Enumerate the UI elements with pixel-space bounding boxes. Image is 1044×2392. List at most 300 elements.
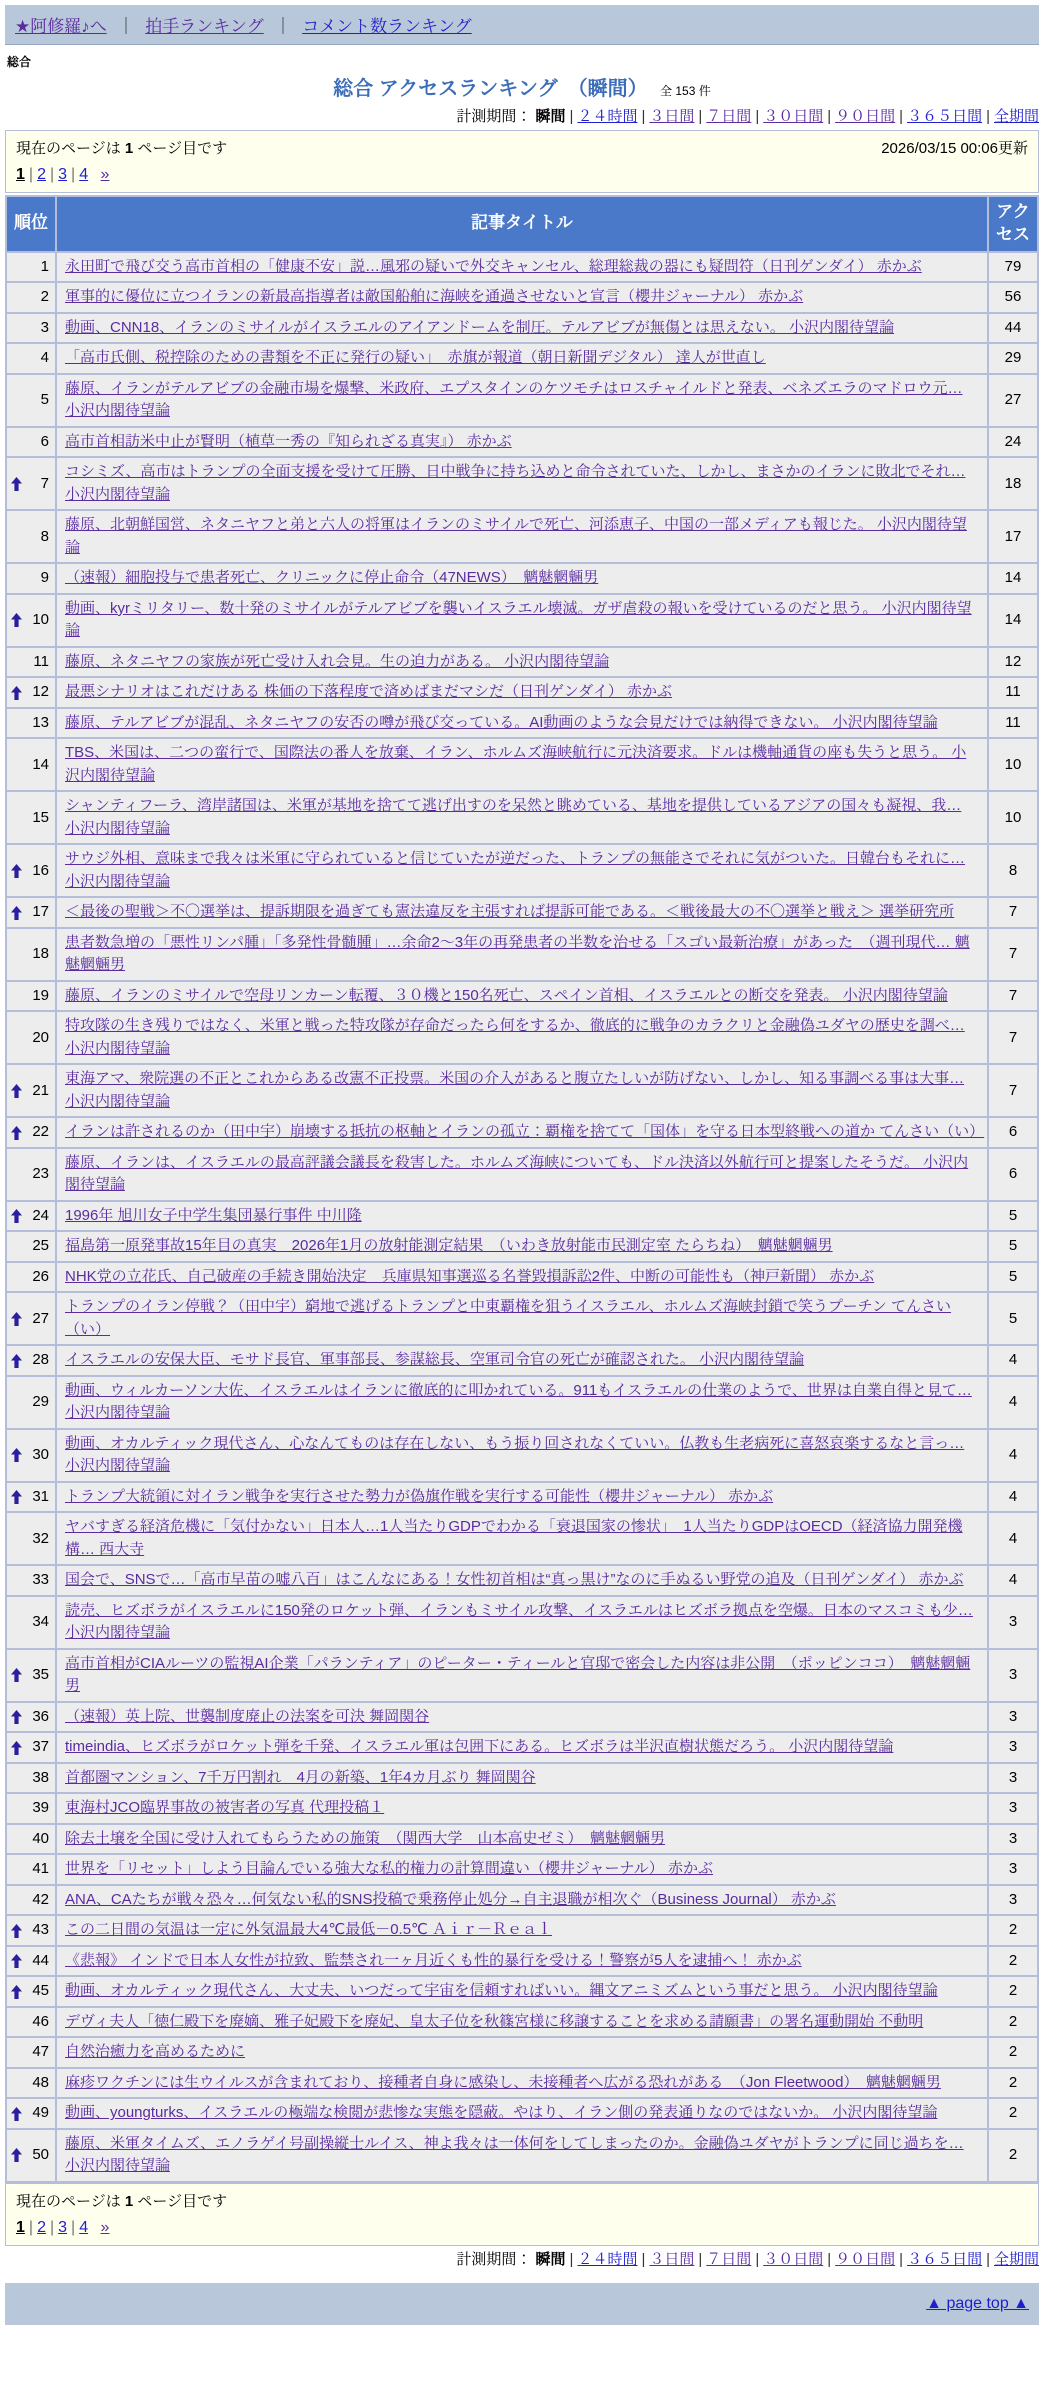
period-separator: | [899,2250,904,2268]
period-option-link[interactable]: 全期間 [993,2250,1039,2268]
article-link[interactable]: 藤原、テルアビブが混乱、ネタニヤフの安否の噂が飛び交っている。AI動画のような会見だけでは納得できない。 小沢内閣待望論 [65,713,938,731]
rank-cell [7,739,55,790]
title-cell [57,1764,987,1793]
rank-cell [7,1065,55,1116]
period-option-link[interactable]: ３日間 [649,108,695,125]
rank-number: 6 [40,432,49,450]
title-cell [57,1513,987,1564]
rank-number: 29 [32,1393,49,1411]
access-count: 27 [989,375,1037,426]
table-row [7,564,1037,593]
access-count: 3 [989,1650,1037,1701]
article-link[interactable]: 動画、ウィルカーソン大佐、イスラエルはイランに徹底的に叩かれている。911もイスラエルの仕業のようで、世界は自業自得と見て… 小沢内閣待望論 [65,1381,972,1422]
rank-cell [7,1650,55,1701]
rank-number: 18 [32,945,49,963]
title-cell [57,2038,987,2067]
table-row [7,1977,1037,2006]
up-arrow-icon [11,1668,22,1682]
current-page-number: 1 [124,2192,134,2210]
article-link[interactable]: 麻疹ワクチンには生ウイルスが含まれており、接種者自身に感染し、未接種者へ広がる恐れがある （Jon Fleetwood） 魑魅魍魎男 [65,2073,941,2091]
rank-cell [7,458,55,509]
rank-number: 20 [32,1028,49,1046]
table-row [7,1947,1037,1976]
title-line [5,72,1039,101]
rank-number: 46 [32,2012,49,2030]
article-link[interactable]: デヴィ夫人「徳仁殿下を廃嫡、雅子妃殿下を廃妃、皇太子位を秋篠宮様に移譲することを求める請願書」の署名運動開始 不動明 [65,2012,924,2030]
article-link[interactable]: 患者数急増の「悪性リンパ腫」「多発性骨髄腫」…余命2～3年の再発患者の半数を治せる「スゴい最新治療」があった （週刊現代… 魑魅魍魎男 [65,933,970,974]
title-cell [57,709,987,738]
table-row [7,1794,1037,1823]
title-cell [57,1977,987,2006]
rank-number: 38 [32,1768,49,1786]
article-link[interactable]: 東海アマ、衆院選の不正とこれからある改憲不正投票。米国の介入があると腹立たしいが防げない、しかし、知る事調べる事は大事… 小沢内閣待望論 [65,1070,965,1110]
table-row [7,1886,1037,1915]
top-nav-bar [5,5,1039,45]
rank-cell [7,1855,55,1884]
article-link[interactable]: イランは許されるのか（田中宇）崩壊する抵抗の枢軸とイランの孤立：覇権を捨てて「国体」を守る日本型終戦への道か てんさい（い） [65,1123,985,1141]
article-link[interactable]: 藤原、イランのミサイルで空母リンカーン転覆、３０機と150名死亡、スペイン首相、イスラエルとの断交を発表。 小沢内閣待望論 [65,986,948,1004]
period-separator: | [899,108,904,125]
period-option-link[interactable]: 全期間 [993,108,1039,125]
access-count: 7 [989,982,1037,1011]
title-cell [57,283,987,312]
article-link[interactable]: 《悲報》 インドで日本人女性が拉致、監禁され一ヶ月近くも性的暴行を受ける！警察が5人を逮捕へ！ 赤かぶ [65,1951,802,1969]
page-info-box-bottom [5,2183,1039,2246]
period-separator: | [755,108,760,125]
page-number-link[interactable]: 4 [79,2218,89,2236]
table-row [7,739,1037,790]
period-separator: | [641,108,646,125]
rank-number: 10 [32,611,49,629]
title-cell [57,845,987,896]
access-count: 7 [989,898,1037,927]
page-next-link[interactable]: » [100,166,110,183]
rank-number: 47 [32,2043,49,2061]
article-link[interactable]: 国会で、SNSで…「高市早苗の嘘八百」はこんなにある！女性初首相は“真っ黒け”なのに手ぬるい野党の追及（日刊ゲンダイ） 赤かぶ [65,1571,964,1589]
table-row [7,1566,1037,1595]
table-row [7,344,1037,373]
article-link[interactable]: 特攻隊の生き残りではなく、米軍と戦った特攻隊が存命だったら何をするか、徹底的に戦争のカラクリと金融偽ユダヤの歴史を調べ… 小沢内閣待望論 [65,1017,965,1057]
access-count: 2 [989,2038,1037,2067]
rank-cell [7,1202,55,1231]
article-link[interactable]: コシミズ、高市はトランプの全面支援を受けて圧勝、日中戦争に持ち込めと命令されていた、しかし、まさかのイランに敗北でそれ… 小沢内閣待望論 [65,463,966,503]
page-number-current[interactable]: 1 [16,2218,25,2236]
title-cell [57,1733,987,1762]
pagination-separator: | [71,166,76,183]
title-cell [57,1650,987,1701]
period-label: 計測期間： [456,2250,532,2268]
article-link[interactable]: （速報）細胞投与で患者死亡、クリニックに停止命令（47NEWS） 魑魅魍魎男 [65,569,599,587]
access-count: 5 [989,1263,1037,1292]
rank-cell [7,1263,55,1292]
period-separator: | [827,2250,832,2268]
rank-number: 23 [32,1165,49,1183]
rank-cell [7,314,55,343]
rank-cell [7,595,55,646]
title-cell [57,739,987,790]
rank-cell [7,1566,55,1595]
page-number-link[interactable]: 3 [58,166,68,183]
rank-number: 16 [32,861,49,879]
table-row [7,2008,1037,2037]
article-link[interactable]: 最悪シナリオはこれだけある 株価の下落程度で済めばまだマシだ（日刊ゲンダイ） 赤かぶ [65,683,672,701]
rank-cell [7,678,55,707]
table-row [7,2099,1037,2128]
access-count: 7 [989,1012,1037,1063]
table-row [7,1346,1037,1375]
table-row [7,1597,1037,1648]
up-arrow-icon [11,1490,22,1504]
period-option-link[interactable]: ９０日間 [835,2250,896,2268]
rank-number: 2 [40,288,49,306]
title-cell [57,1825,987,1854]
article-link[interactable]: ANA、CAたちが戦々恐々…何気ない私的SNS投稿で乗務停止処分→自主退職が相次ぐ（Business Journal） 赤かぶ [65,1890,836,1908]
access-count: 11 [989,678,1037,707]
nav-link-clap-ranking[interactable]: 拍手ランキング [145,17,264,36]
rank-cell [7,2038,55,2067]
article-link[interactable]: 藤原、イランは、イスラエルの最高評議会議長を殺害した。ホルムズ海峡についても、ドル決済以外航行可と提案したそうだ。 小沢内閣待望論 [65,1153,969,1194]
access-count: 14 [989,595,1037,646]
period-options [566,2251,1039,2268]
access-count: 4 [989,1430,1037,1481]
rank-cell [7,1346,55,1375]
access-count: 3 [989,1733,1037,1762]
table-row [7,511,1037,562]
article-link[interactable]: 動画、オカルティック現代さん、心なんてものは存在しない、もう振り回されなくていい。仏教も生老病死に喜怒哀楽するなと言っ… 小沢内閣待望論 [65,1434,965,1475]
table-row [7,845,1037,896]
period-selector-top [5,105,1039,126]
table-row [7,314,1037,343]
article-link[interactable]: トランプのイラン停戦？（田中宇）窮地で逃げるトランプと中東覇権を狙うイスラエル、ホルムズ海峡封鎖で笑うプーチン てんさい（い） [65,1298,952,1338]
rank-number: 34 [32,1613,49,1631]
article-link[interactable]: 藤原、ネタニヤフの家族が死亡受け入れ会見。生の迫力がある。 小沢内閣待望論 [65,652,610,670]
access-count: 2 [989,1916,1037,1945]
current-page-text: 現在のページは 1 ページ目です [16,140,228,157]
access-count: 4 [989,1483,1037,1512]
article-link[interactable]: 軍事的に優位に立つイランの新最高指導者は敵国船舶に海峡を通過させないと宣言（櫻井ジャーナル） 赤かぶ [65,288,804,306]
access-count: 2 [989,1947,1037,1976]
table-row [7,1733,1037,1762]
table-row [7,648,1037,677]
access-count: 7 [989,929,1037,980]
title-cell [57,1012,987,1063]
access-count: 6 [989,1118,1037,1147]
page-number-link[interactable]: 2 [37,2218,46,2236]
title-cell [57,1703,987,1732]
article-link[interactable]: 読売、ヒズボラがイスラエルに150発のロケット弾、イランもミサイル攻撃、イスラエルはヒズボラ拠点を空爆。日本のマスコミも少… 小沢内閣待望論 [65,1601,973,1642]
rank-cell [7,2099,55,2128]
page-number-link[interactable]: 4 [79,166,89,183]
nav-link-home[interactable]: ★阿修羅♪へ [15,17,107,36]
title-cell [57,1430,987,1481]
article-link[interactable]: イスラエルの安保大臣、モサド長官、軍事部長、参謀総長、空軍司令官の死亡が確認された。 小沢内閣待望論 [65,1351,805,1369]
access-count: 4 [989,1513,1037,1564]
updated-timestamp: 2026/03/15 00:06更新 [881,140,1028,157]
rank-number: 1 [40,257,49,275]
pagination-separator: | [49,2218,55,2236]
title-cell [57,314,987,343]
title-cell [57,1794,987,1823]
period-separator: | [755,2250,760,2268]
up-arrow-icon [11,1924,22,1938]
article-link[interactable]: 首都圏マンション、7千万円割れ 4月の新築、1年4カ月ぶり 舞岡関谷 [65,1768,536,1786]
title-cell [57,1149,987,1200]
rank-cell [7,2130,55,2181]
period-option-link[interactable]: ３６５日間 [907,108,983,125]
table-row [7,709,1037,738]
access-count: 3 [989,1886,1037,1915]
rank-number: 4 [40,349,49,367]
rank-cell [7,1377,55,1428]
title-cell [57,1118,987,1147]
pagination-separator: | [49,166,55,183]
period-option-link[interactable]: ３０日間 [763,2250,824,2268]
table-header-row [7,197,1037,251]
article-link[interactable]: TBS、米国は、二つの蛮行で、国際法の番人を放棄、イラン、ホルムズ海峡航行に元決済要求。ドルは機軸通貨の座も失うと思う。 小沢内閣待望論 [65,744,967,784]
table-row [7,929,1037,980]
page-top-link[interactable]: ▲ page top ▲ [926,2294,1029,2312]
total-count: 全 153 件 [660,84,711,98]
nav-separator: ｜ [117,17,135,36]
col-header-access: アクセス [989,197,1037,251]
ranking-rows [7,253,1037,2181]
period-separator: | [986,108,990,125]
period-option-link[interactable]: ３６５日間 [907,2250,983,2268]
article-link[interactable]: 動画、オカルティック現代さん、大丈夫、いつだって宇宙を信頼すればいい。縄文アニミズムという事だと思う。 小沢内閣待望論 [65,1982,938,2000]
rank-number: 30 [32,1446,49,1464]
pagination [16,166,1028,184]
article-link[interactable]: 除去土壌を全国に受け入れてもらうための施策 （関西大学 山本高史ゼミ） 魑魅魍魎男 [65,1829,666,1847]
period-option-link[interactable]: ２４時間 [577,2250,638,2268]
article-link[interactable]: 動画、kyrミリタリー、数十発のミサイルがテルアビブを襲いイスラエル壊滅。ガザ虐殺の報いを受けているのだと思う。 小沢内閣待望論 [65,599,972,640]
rank-cell [7,898,55,927]
access-count: 3 [989,1855,1037,1884]
title-cell [57,982,987,1011]
rank-cell [7,1977,55,2006]
current-page-number: 1 [124,140,134,157]
table-row [7,1703,1037,1732]
access-count: 29 [989,344,1037,373]
period-separator: | [641,2250,646,2268]
rank-number: 31 [32,1487,49,1505]
rank-cell [7,1947,55,1976]
rank-cell [7,929,55,980]
rank-cell [7,511,55,562]
article-link[interactable]: timeindia、ヒズボラがロケット弾を千発、イスラエル軍は包囲下にある。ヒズボラは半沢直樹状態だろう。 小沢内閣待望論 [65,1738,894,1756]
page-info-box-top [5,130,1039,193]
table-row [7,1825,1037,1854]
article-link[interactable]: この二日間の気温は一定に外気温最大4℃最低－0.5℃ Ａｉｒ－Ｒｅａｌ [65,1921,553,1939]
rank-cell [7,1293,55,1344]
title-cell [57,1916,987,1945]
period-option-link[interactable]: ２４時間 [577,108,638,125]
access-count: 11 [989,709,1037,738]
table-row [7,1118,1037,1147]
up-arrow-icon [11,686,22,700]
title-cell [57,375,987,426]
rank-number: 7 [40,474,49,492]
period-separator: | [569,2250,574,2268]
access-count: 4 [989,1566,1037,1595]
rank-cell [7,253,55,282]
page-top-bar [5,2283,1039,2325]
access-count: 14 [989,564,1037,593]
rank-cell [7,2069,55,2098]
period-label: 計測期間： [456,108,532,125]
rank-cell [7,1012,55,1063]
rank-number: 21 [32,1081,49,1099]
up-arrow-icon [11,2148,22,2162]
period-option-link[interactable]: ３日間 [649,2250,695,2268]
rank-number: 12 [32,683,49,701]
pagination [16,2219,1028,2237]
table-row [7,2038,1037,2067]
table-row [7,1232,1037,1261]
title-cell [57,678,987,707]
title-cell [57,458,987,509]
access-count: 3 [989,1597,1037,1648]
article-link[interactable]: NHK党の立花氏、自己破産の手続き開始決定 兵庫県知事選巡る名誉毀損訴訟2件、中断の可能性も（神戸新聞） 赤かぶ [65,1267,875,1285]
access-count: 5 [989,1293,1037,1344]
table-row [7,1149,1037,1200]
table-row [7,595,1037,646]
access-count: 2 [989,2130,1037,2181]
rank-number: 37 [32,1738,49,1756]
page-number-current[interactable]: 1 [16,166,25,183]
up-arrow-icon [11,906,22,920]
page-title: 総合 アクセスランキング （瞬間） [333,78,648,100]
article-link[interactable]: 高市首相訪米中止が賢明（植草一秀の『知られざる真実』） 赤かぶ [65,432,512,450]
article-link[interactable]: ＜最後の聖戦＞不〇選挙は、提訴期限を過ぎても憲法違反を主張すれば提訴可能である。＜戦後最大の不〇選挙と戦え＞ 選挙研究所 [65,903,955,921]
bottom-spacer [5,2325,1039,2351]
title-cell [57,1855,987,1884]
rank-number: 14 [32,755,49,773]
rank-number: 42 [32,1890,49,1908]
article-link[interactable]: 永田町で飛び交う高市首相の「健康不安」説…風邪の疑いで外交キャンセル、総理総裁の器にも疑問符（日刊ゲンダイ） 赤かぶ [65,257,922,275]
title-cell [57,2069,987,2098]
title-cell [57,898,987,927]
access-count: 7 [989,1065,1037,1116]
article-link[interactable]: 自然治癒力を高めるために [65,2043,246,2061]
rank-number: 28 [32,1351,49,1369]
access-count: 5 [989,1232,1037,1261]
access-count: 17 [989,511,1037,562]
rank-number: 48 [32,2073,49,2091]
access-count: 3 [989,1764,1037,1793]
article-link[interactable]: 藤原、北朝鮮国営、ネタニヤフと弟と六人の将軍はイランのミサイルで死亡、河添恵子、中国の一部メディアも報じた。 小沢内閣待望論 [65,516,967,556]
pagination-separator: | [28,2218,34,2236]
article-link[interactable]: トランプ大統領に対イラン戦争を実行させた勢力が偽旗作戦を実行する可能性（櫻井ジャーナル） 赤かぶ [65,1487,774,1505]
table-row [7,283,1037,312]
access-count: 2 [989,2099,1037,2128]
table-row [7,1483,1037,1512]
article-link[interactable]: 高市首相がCIAルーツの監視AI企業「パランティア」のピーター・ティールと官邸で密会した内容は非公開 （ポッピンココ） 魑魅魍魎男 [65,1654,971,1695]
table-row [7,982,1037,1011]
article-link[interactable]: 東海村JCO臨界事故の被害者の写真 代理投稿１ [65,1799,385,1817]
page-next-link[interactable]: » [100,2218,110,2236]
title-cell [57,253,987,282]
access-count: 8 [989,845,1037,896]
article-link[interactable]: （速報）英上院、世襲制度廃止の法案を可決 舞岡関谷 [65,1707,430,1725]
rank-cell [7,1597,55,1648]
rank-cell [7,428,55,457]
period-option-link[interactable]: ７日間 [706,108,752,125]
title-cell [57,1947,987,1976]
table-row [7,898,1037,927]
rank-number: 45 [32,1982,49,2000]
article-link[interactable]: 藤原、イランがテルアビブの金融市場を爆撃、米政府、エプスタインのケツモチはロスチャイルドと発表、ベネズエラのマドロウ元… 小沢内閣待望論 [65,379,963,420]
up-arrow-icon [11,1741,22,1755]
title-cell [57,1232,987,1261]
rank-number: 13 [32,713,49,731]
col-header-rank: 順位 [7,197,55,251]
article-link[interactable]: 動画、CNN18、イランのミサイルがイスラエルのアイアンドームを制圧。テルアビブが無傷とは思えない。 小沢内閣待望論 [65,318,895,336]
article-link[interactable]: 世界を「リセット」しよう目論んでいる強大な私的権力の計算間違い（櫻井ジャーナル） 赤かぶ [65,1860,713,1878]
article-link[interactable]: サウジ外相、意味まで我々は米軍に守られていると信じていたが逆だった、トランプの無能さでそれに気がついた。日韓台もそれに… 小沢内閣待望論 [65,850,966,890]
article-link[interactable]: シャンティフーラ、湾岸諸国は、米軍が基地を捨てて逃げ出すのを呆然と眺めている、基地を提供しているアジアの国々も凝視、我… 小沢内閣待望論 [65,797,962,837]
access-count: 10 [989,792,1037,843]
rank-cell [7,1733,55,1762]
title-cell [57,1346,987,1375]
up-arrow-icon [11,1354,22,1368]
rank-cell [7,344,55,373]
access-count: 18 [989,458,1037,509]
period-separator: | [986,2250,990,2268]
rank-cell [7,1825,55,1854]
access-count: 2 [989,1977,1037,2006]
period-selector-bottom [5,2248,1039,2269]
col-header-title: 記事タイトル [57,197,987,251]
rank-number: 9 [40,569,49,587]
rank-cell [7,1916,55,1945]
rank-number: 43 [32,1921,49,1939]
table-row [7,1513,1037,1564]
table-row [7,1855,1037,1884]
rank-number: 40 [32,1829,49,1847]
title-cell [57,929,987,980]
rank-cell [7,1513,55,1564]
title-cell [57,1263,987,1292]
page-number-link[interactable]: 2 [37,166,46,183]
period-current: 瞬間 [535,108,566,125]
rank-cell [7,792,55,843]
rank-number: 27 [32,1309,49,1327]
article-link[interactable]: 藤原、米軍タイムズ、エノラゲイ号副操縦士ルイス、神よ我々は一体何をしてしまったのか。金融偽ユダヤがトランプに同じ過ちを… 小沢内閣待望論 [65,2134,964,2175]
rank-cell [7,564,55,593]
title-cell [57,2130,987,2181]
period-option-link[interactable]: ３０日間 [763,108,824,125]
article-link[interactable]: 「高市氏側、税控除のための書類を不正に発行の疑い」 赤旗が報道（朝日新聞デジタル） 達人が世直し [65,349,766,367]
ranking-table [5,195,1039,2183]
rank-cell [7,1149,55,1200]
rank-number: 41 [32,1860,49,1878]
nav-link-comment-ranking[interactable]: コメント数ランキング [302,17,472,36]
article-link[interactable]: ヤバすぎる経済危機に「気付かない」日本人…1人当たりGDPでわかる「衰退国家の惨状」 1人当たりGDPはOECD（経済協力開発機構… 西大寺 [65,1518,963,1558]
table-row [7,1293,1037,1344]
rank-number: 15 [32,808,49,826]
period-option-link[interactable]: ７日間 [706,2250,752,2268]
rank-number: 11 [33,652,49,670]
period-option-link[interactable]: ９０日間 [835,108,896,125]
article-link[interactable]: 1996年 旭川女子中学生集団暴行事件 中川隆 [65,1206,362,1224]
table-row [7,1650,1037,1701]
article-link[interactable]: 動画、youngturks、イスラエルの極端な検閲が悲惨な実態を隠蔽。やはり、イラン側の発表通りなのではないか。 小沢内閣待望論 [65,2104,938,2122]
table-row [7,458,1037,509]
title-cell [57,564,987,593]
page-number-link[interactable]: 3 [58,2218,68,2236]
nav-separator: ｜ [274,17,292,36]
article-link[interactable]: 福島第一原発事故15年目の真実 2026年1月の放射能測定結果 （いわき放射能市民測定室 たらちね） 魑魅魍魎男 [65,1237,833,1255]
